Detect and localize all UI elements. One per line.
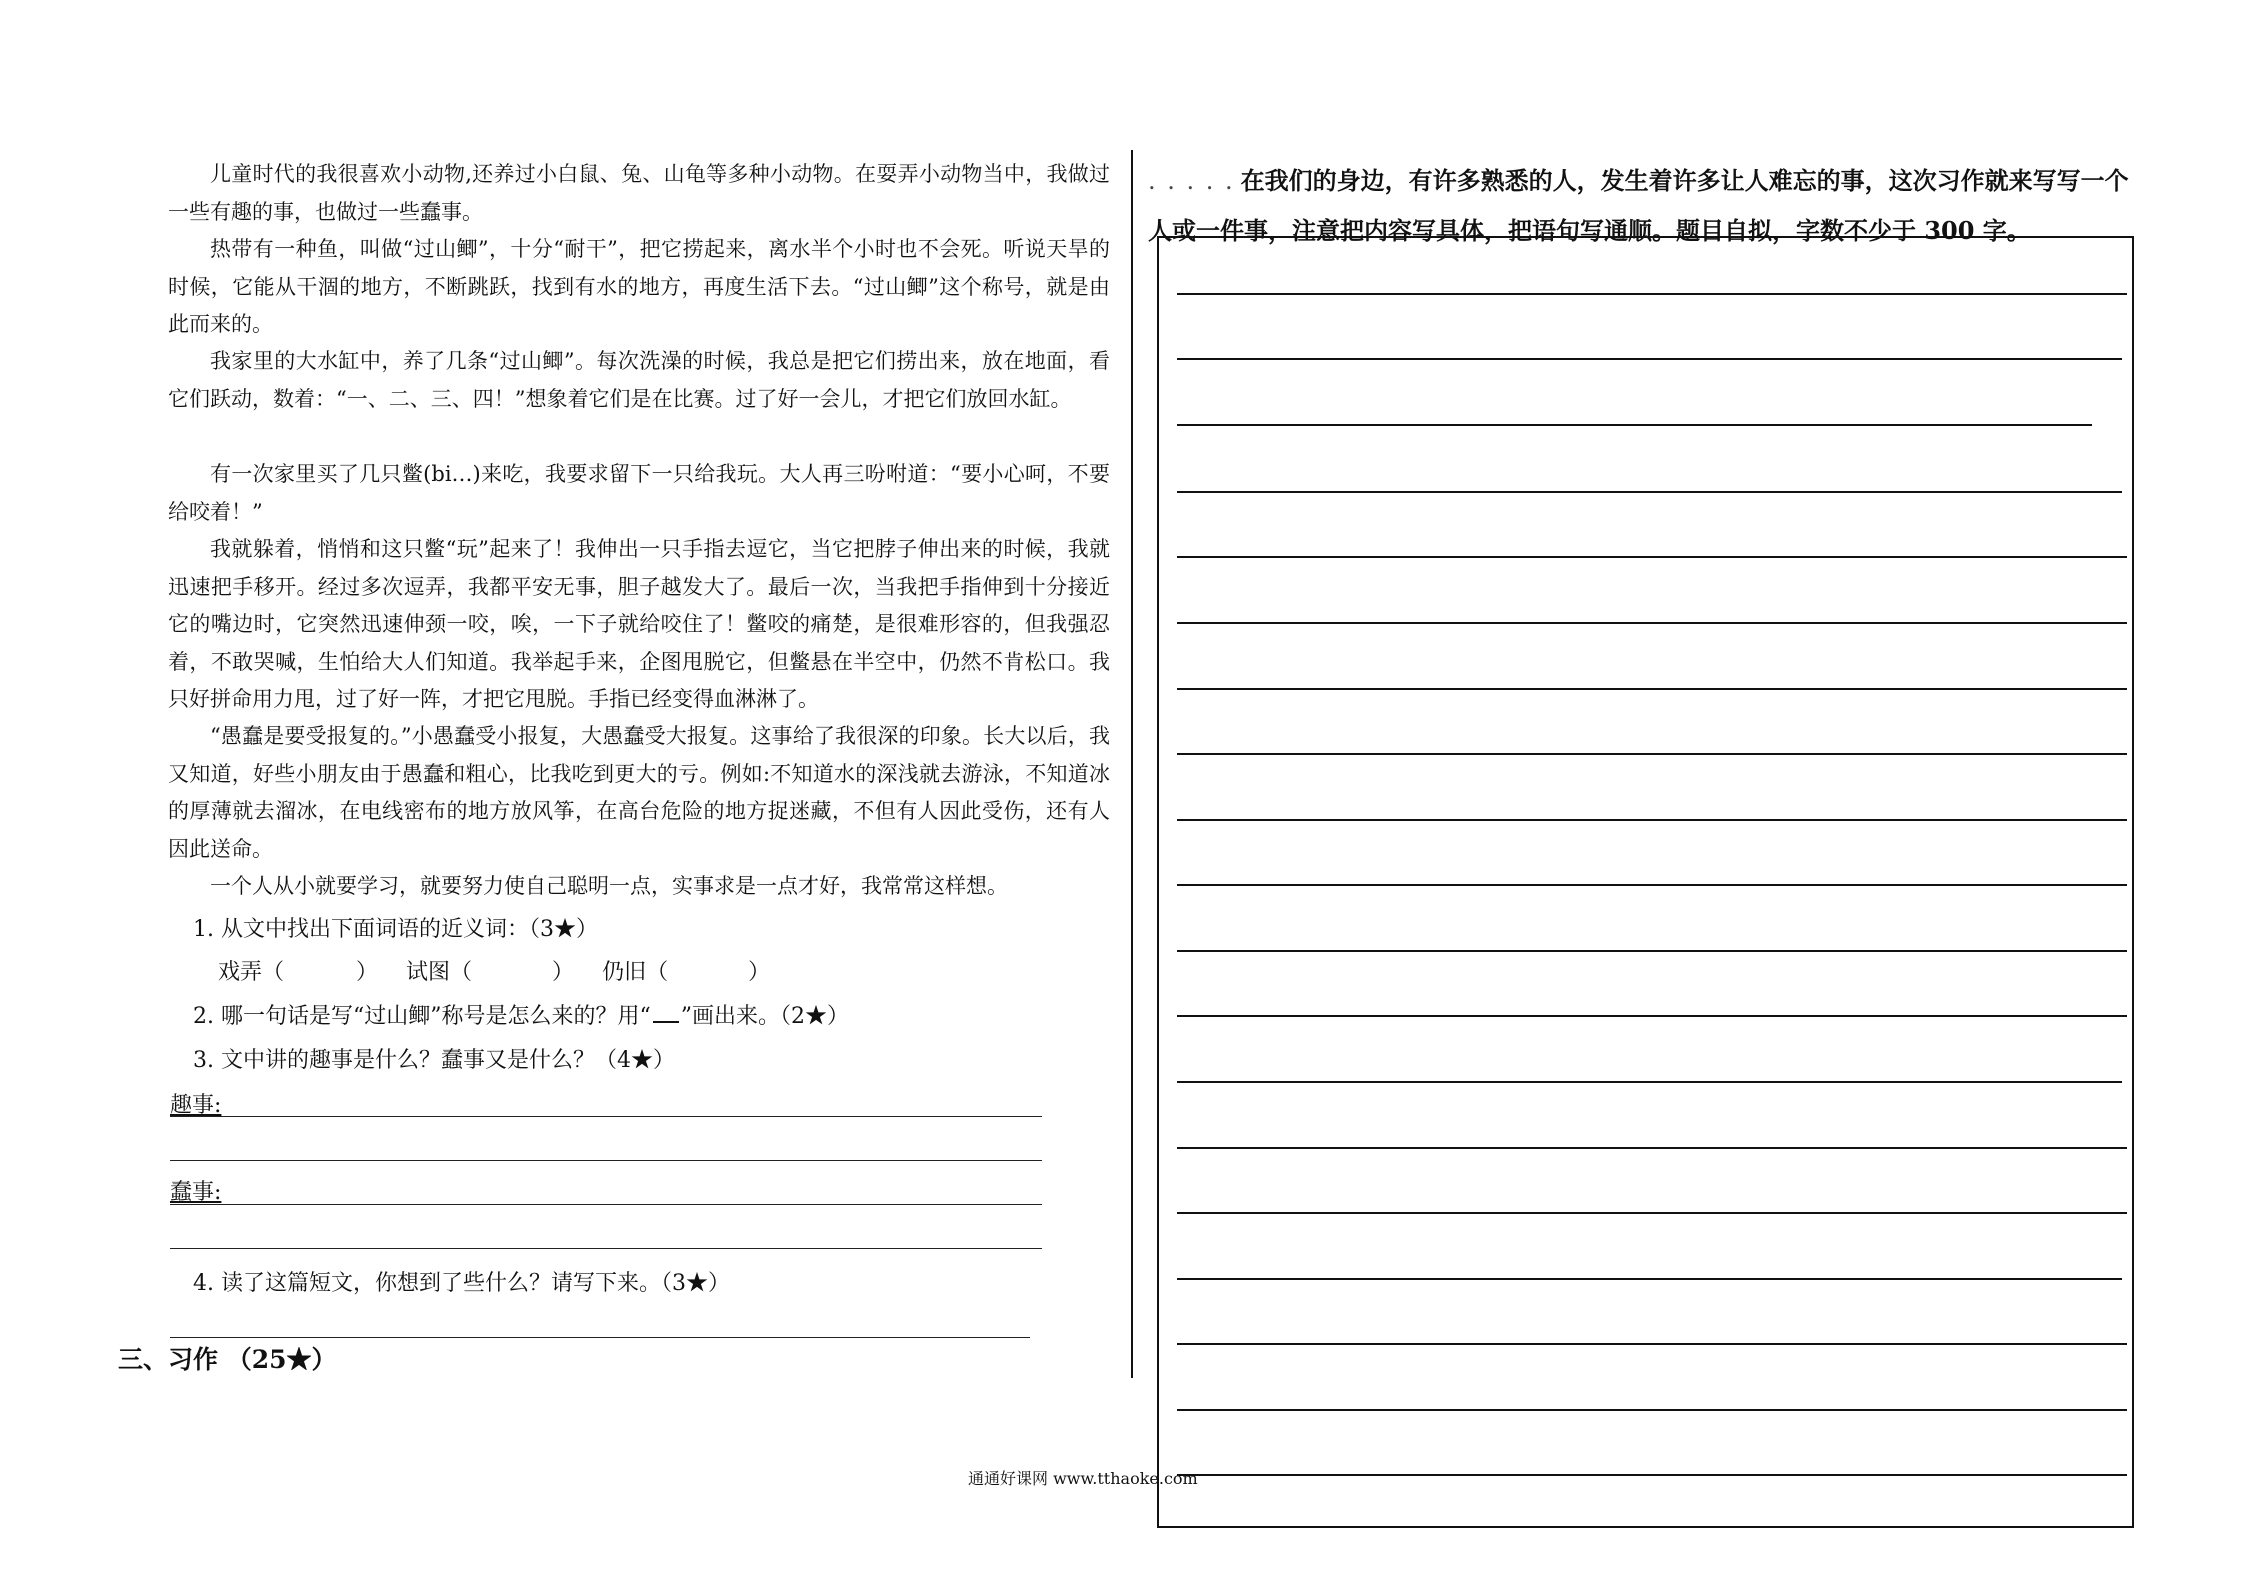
composition-writing-box[interactable] xyxy=(1157,236,2134,1528)
section-title-composition: 三、习作 （25★） xyxy=(118,1345,337,1374)
writing-line[interactable] xyxy=(1177,1212,2127,1214)
prompt-text: 在我们的身边，有许多熟悉的人，发生着许多让人难忘的事，这次习作就来写写一个人或一件事，注意把内容写具体，把语句写通顺。题目自拟，字数不少于 300 字。 xyxy=(1148,166,2129,245)
answer-line-silly-1[interactable] xyxy=(170,1204,1042,1205)
question-4: 4. 读了这篇短文，你想到了些什么？请写下来。（3★） xyxy=(193,1271,730,1296)
writing-line[interactable] xyxy=(1177,884,2127,886)
writing-line[interactable] xyxy=(1177,1278,2122,1280)
passage-paragraph-3: 我家里的大水缸中，养了几条“过山鲫”。每次洗澡的时候，我总是把它们捞出来，放在地面，看它们跃动，数着：“一、二、三、四！”想象着它们是在比赛。过了好一会儿，才把它们放回水缸。 xyxy=(168,349,1110,411)
writing-line[interactable] xyxy=(1177,753,2127,755)
writing-line[interactable] xyxy=(1177,491,2122,493)
passage-paragraph-7: 一个人从小就要学习，就要努力使自己聪明一点，实事求是一点才好，我常常这样想。 xyxy=(210,874,1008,898)
question-1-words: 戏弄（ ） 试图（ ） 仍旧（ ） xyxy=(218,960,771,985)
writing-line[interactable] xyxy=(1177,819,2127,821)
column-divider xyxy=(1131,150,1133,1378)
question-3: 3. 文中讲的趣事是什么？蠢事又是什么？（4★） xyxy=(193,1048,675,1073)
writing-line[interactable] xyxy=(1177,1474,2127,1476)
answer-line-silly-2[interactable] xyxy=(170,1248,1042,1249)
writing-line[interactable] xyxy=(1177,688,2127,690)
writing-line[interactable] xyxy=(1177,1147,2127,1149)
word-xinong: 戏弄（ xyxy=(218,960,285,985)
fun-label: 趣事: xyxy=(170,1093,222,1118)
silly-label: 蠢事: xyxy=(170,1180,222,1205)
answer-line-fun-2[interactable] xyxy=(170,1160,1042,1161)
passage-paragraph-1: 儿童时代的我很喜欢小动物,还养过小白鼠、兔、山龟等多种小动物。在耍弄小动物当中，我做过一些有趣的事，也做过一些蠢事。 xyxy=(168,162,1110,224)
writing-line[interactable] xyxy=(1177,1343,2127,1345)
passage-paragraph-5: 我就躲着，悄悄和这只鳖“玩”起来了！我伸出一只手指去逗它，当它把脖子伸出来的时候，我就迅速把手移开。经过多次逗弄，我都平安无事，胆子越发大了。最后一次，当我把手指伸到十分接近它的嘴边时，它突然迅速伸颈一咬，唉，一下子就给咬住了！鳖咬的痛楚，是很难形容的，但我强忍着，不敢哭喊，生怕给大人们知道。我举起手来，企图甩脱它，但鳖悬在半空中，仍然不肯松口。我只好拼命用力甩，过了好一阵，才把它甩脱。手指已经变得血淋淋了。 xyxy=(168,537,1110,711)
underline-mark xyxy=(653,1003,679,1023)
prompt-dots: . . . . . xyxy=(1148,167,1235,195)
writing-line[interactable] xyxy=(1177,358,2122,360)
passage-paragraph-4: 有一次家里买了几只鳖(bi…)来吃，我要求留下一只给我玩。大人再三吩咐道：“要小心呵，不要给咬着！” xyxy=(168,462,1110,524)
writing-line[interactable] xyxy=(1177,622,2127,624)
answer-line-q4[interactable] xyxy=(170,1337,1030,1338)
writing-line[interactable] xyxy=(1177,950,2127,952)
footer-watermark: 通通好课网 www.tthaoke.com xyxy=(968,1469,1198,1488)
question-2: 2. 哪一句话是写“过山鲫”称号是怎么来的？用“ ”画出来。（2★） xyxy=(193,1004,849,1029)
writing-line[interactable] xyxy=(1177,293,2127,295)
writing-line[interactable] xyxy=(1177,1409,2127,1411)
writing-line[interactable] xyxy=(1177,1081,2122,1083)
question-1: 1. 从文中找出下面词语的近义词：（3★） xyxy=(193,917,598,942)
answer-line-fun-1[interactable] xyxy=(170,1116,1042,1117)
writing-line[interactable] xyxy=(1177,1015,2127,1017)
writing-line[interactable] xyxy=(1177,424,2092,426)
passage-paragraph-6: “愚蠢是要受报复的。”小愚蠢受小报复，大愚蠢受大报复。这事给了我很深的印象。长大以后，我又知道，好些小朋友由于愚蠢和粗心，比我吃到更大的亏。例如:不知道水的深浅就去游泳，不知道冰的厚薄就去溜冰，在电线密布的地方放风筝，在高台危险的地方捉迷藏，不但有人因此受伤，还有人因此送命。 xyxy=(168,724,1110,861)
word-rengjiu: 仍旧（ xyxy=(602,960,669,985)
passage-paragraph-2: 热带有一种鱼，叫做“过山鲫”，十分“耐干”，把它捞起来，离水半个小时也不会死。听说天旱的时候，它能从干涸的地方，不断跳跃，找到有水的地方，再度生活下去。“过山鲫”这个称号，就是由此而来的。 xyxy=(168,237,1110,336)
writing-line[interactable] xyxy=(1177,556,2127,558)
word-shitu: 试图（ xyxy=(406,960,473,985)
